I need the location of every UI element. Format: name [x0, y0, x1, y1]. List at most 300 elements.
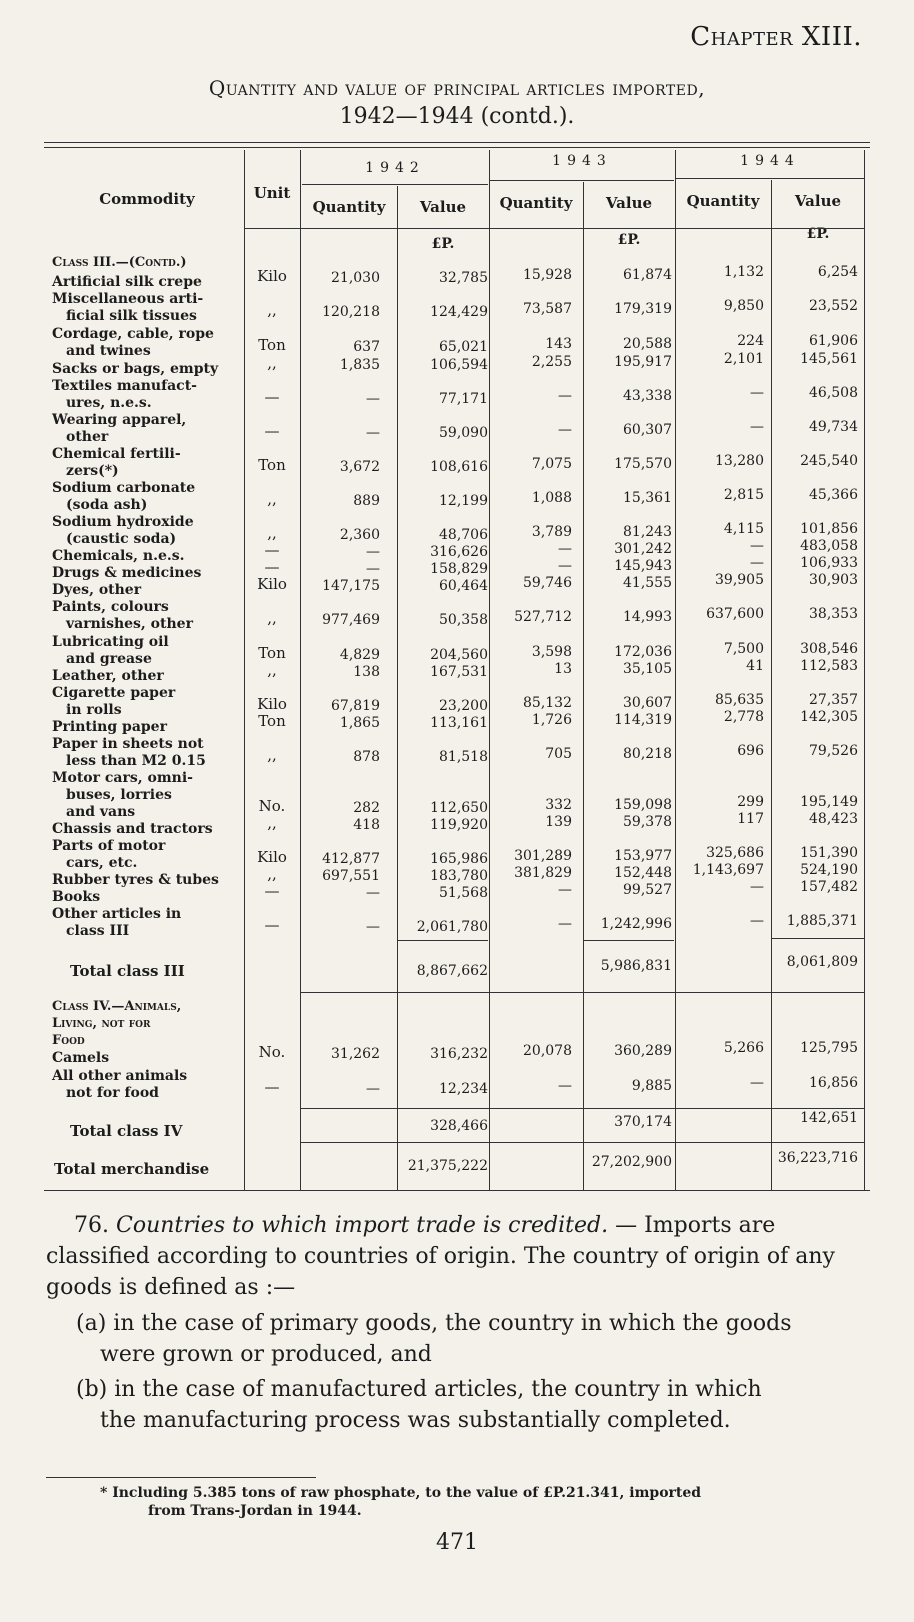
value-1942: 12,199 — [439, 493, 488, 509]
table-top-rule-2 — [44, 147, 870, 148]
paragraph-76 — [46, 1210, 872, 1303]
value-1942: 316,626 — [430, 544, 488, 560]
commodity-name-line: not for food — [66, 1085, 159, 1101]
unit-currency-1943: £P. — [617, 232, 641, 248]
quantity-1942: 147,175 — [322, 578, 380, 594]
quantity-1942: 138 — [353, 664, 380, 680]
quantity-1943: 1,726 — [531, 712, 572, 728]
value-1943: 153,977 — [614, 848, 672, 864]
unit-cell: ,, — [267, 354, 277, 372]
quantity-1944: 2,815 — [723, 487, 764, 503]
quantity-1943: 381,829 — [514, 865, 572, 881]
commodity-name — [52, 565, 244, 582]
header-value-1942: Value — [419, 198, 467, 216]
commodity-name-line: Cigarette paper — [52, 685, 176, 701]
unit-cell: Ton — [258, 456, 286, 474]
unit-cell: — — [264, 916, 280, 934]
commodity-name-line: Books — [52, 889, 101, 905]
commodity-name-line: other — [66, 429, 109, 445]
col-line-3 — [397, 186, 398, 1190]
quantity-1943: 705 — [545, 746, 572, 762]
commodity-name-line: ficial silk tissues — [66, 308, 197, 324]
quantity-1942: 21,030 — [331, 270, 380, 286]
quantity-1944: 13,280 — [715, 453, 764, 469]
commodity-name-line: Sacks or bags, empty — [52, 361, 219, 377]
unit-cell: ,, — [267, 746, 277, 764]
total-merchandise-1944: 36,223,716 — [777, 1150, 858, 1166]
commodity-name — [52, 821, 244, 838]
commodity-name — [52, 361, 244, 378]
unit-currency-1944: £P. — [806, 226, 830, 242]
value-1942: 167,531 — [430, 664, 488, 680]
value-1943: 301,242 — [614, 541, 672, 557]
value-1942: 60,464 — [439, 578, 488, 594]
header-rule-1942 — [302, 184, 488, 185]
commodity-name — [52, 719, 244, 736]
list-item-b-text-2: the manufacturing process was substantially completed. — [100, 1408, 731, 1433]
quantity-1944: — — [750, 913, 764, 929]
value-1944: 1,885,371 — [786, 913, 858, 929]
quantity-1943: 73,587 — [523, 301, 572, 317]
quantity-1943: 1,088 — [531, 490, 572, 506]
value-1943: 114,319 — [614, 712, 672, 728]
value-1943: 360,289 — [614, 1043, 672, 1059]
value-1944: 49,734 — [809, 419, 858, 435]
quantity-1944: 2,101 — [723, 351, 764, 367]
value-1942: 65,021 — [439, 339, 488, 355]
unit-cell: — — [264, 882, 280, 900]
footnote-line2: from Trans-Jordan in 1944. — [148, 1503, 362, 1519]
quantity-1943: 85,132 — [523, 695, 572, 711]
list-item-a-text-2: were grown or produced, and — [100, 1342, 432, 1367]
quantity-1942: 67,819 — [331, 698, 380, 714]
list-item-b-label: (b) — [76, 1377, 108, 1402]
quantity-1943: — — [558, 1078, 572, 1094]
value-1942: 204,560 — [430, 647, 488, 663]
commodity-name-line: and twines — [66, 343, 151, 359]
value-1943: 195,917 — [614, 354, 672, 370]
value-1944: 27,357 — [809, 692, 858, 708]
col-line-5 — [583, 182, 584, 1190]
total3-bottom-rule — [300, 992, 864, 993]
value-1944: 106,933 — [800, 555, 858, 571]
quantity-1944: 9,850 — [723, 298, 764, 314]
value-1944: 524,190 — [800, 862, 858, 878]
quantity-1942: 31,262 — [331, 1046, 380, 1062]
total-class-iii-1944: 8,061,809 — [786, 954, 858, 970]
value-1942: 51,568 — [439, 885, 488, 901]
unit-cell: ,, — [267, 814, 277, 832]
quantity-1944: 5,266 — [723, 1040, 764, 1056]
quantity-1942: — — [366, 561, 380, 577]
value-1943: 80,218 — [623, 746, 672, 762]
quantity-1943: 3,598 — [531, 644, 572, 660]
unit-cell: — — [264, 1078, 280, 1096]
value-1943: 15,361 — [623, 490, 672, 506]
value-1944: 45,366 — [809, 487, 858, 503]
quantity-1942: 1,865 — [339, 715, 380, 731]
commodity-name — [52, 872, 244, 889]
commodity-name-line: buses, lorries — [66, 787, 172, 803]
commodity-name — [52, 736, 244, 770]
value-1942: 112,650 — [430, 800, 488, 816]
commodity-name-line: Sodium hydroxide — [52, 514, 194, 530]
value-1944: 112,583 — [800, 658, 858, 674]
commodity-name-line: All other animals — [52, 1068, 188, 1084]
value-1943: 59,378 — [623, 814, 672, 830]
quantity-1944: 299 — [737, 794, 764, 810]
quantity-1942: — — [366, 544, 380, 560]
page-number: 471 — [436, 1530, 478, 1555]
value-1942: 124,429 — [430, 304, 488, 320]
quantity-1944: 4,115 — [723, 521, 764, 537]
commodity-name-line: and grease — [66, 651, 152, 667]
commodity-name — [52, 446, 244, 480]
unit-cell: ,, — [267, 490, 277, 508]
total-class-iv-1942: 328,466 — [430, 1118, 488, 1134]
value-1943: 99,527 — [623, 882, 672, 898]
quantity-1944: 1,143,697 — [692, 862, 764, 878]
quantity-1942: — — [366, 391, 380, 407]
value-1944: 16,856 — [809, 1075, 858, 1091]
header-rule-1943 — [490, 180, 674, 181]
quantity-1944: 85,635 — [715, 692, 764, 708]
table-bottom-rule — [44, 1190, 870, 1191]
value-1943: 159,098 — [614, 797, 672, 813]
commodity-name — [52, 378, 244, 412]
quantity-1944: — — [750, 1075, 764, 1091]
value-1944: 308,546 — [800, 641, 858, 657]
commodity-name-line: class III — [66, 923, 130, 939]
commodity-name-line: Chemical fertili- — [52, 446, 181, 462]
header-quantity-1944: Quantity — [686, 192, 760, 210]
commodity-name-line: Leather, other — [52, 668, 164, 684]
quantity-1942: 977,469 — [322, 612, 380, 628]
unit-cell: Ton — [258, 644, 286, 662]
quantity-1944: 696 — [737, 743, 764, 759]
value-1944: 151,390 — [800, 845, 858, 861]
commodity-name — [52, 274, 244, 291]
commodity-name-line: Artificial silk crepe — [52, 274, 202, 290]
commodity-name — [52, 1068, 244, 1102]
quantity-1944: 39,905 — [715, 572, 764, 588]
list-item-a-label: (a) — [76, 1311, 107, 1336]
header-value-1944: Value — [794, 192, 842, 210]
value-1944: 157,482 — [800, 879, 858, 895]
value-1942: 316,232 — [430, 1046, 488, 1062]
para-heading: Countries to which import trade is credited. — [116, 1213, 609, 1238]
value-1944: 79,526 — [809, 743, 858, 759]
value-1942: 77,171 — [439, 391, 488, 407]
value-1943: 152,448 — [614, 865, 672, 881]
quantity-1943: 20,078 — [523, 1043, 572, 1059]
unit-cell: ,, — [267, 609, 277, 627]
value-1943: 175,570 — [614, 456, 672, 472]
col-line-1 — [244, 150, 245, 1190]
value-1944: 61,906 — [809, 333, 858, 349]
value-1943: 20,588 — [623, 336, 672, 352]
commodity-name-line: zers(*) — [66, 463, 119, 479]
unit-cell: — — [264, 558, 280, 576]
unit-cell: — — [264, 541, 280, 559]
commodity-name-line: varnishes, other — [66, 616, 193, 632]
table-title-line1: Quantity and value of principal articles imported, — [208, 76, 706, 100]
value-1942: 50,358 — [439, 612, 488, 628]
quantity-1943: 143 — [545, 336, 572, 352]
unit-cell: — — [264, 422, 280, 440]
header-year-1943: 1943 — [552, 153, 612, 169]
section-class-iii: Class III.—(Contd.) — [52, 255, 187, 270]
quantity-1943: 7,075 — [531, 456, 572, 472]
quantity-1943: — — [558, 422, 572, 438]
value-1942: 2,061,780 — [416, 919, 488, 935]
quantity-1943: — — [558, 558, 572, 574]
commodity-name — [52, 906, 244, 940]
commodity-name-line: (caustic soda) — [66, 531, 177, 547]
unit-cell: Kilo — [257, 848, 287, 866]
commodity-name-line: less than M2 0.15 — [66, 753, 206, 769]
quantity-1944: — — [750, 555, 764, 571]
commodity-name-line: Motor cars, omni- — [52, 770, 193, 786]
quantity-1943: 13 — [554, 661, 572, 677]
footnote-rule — [46, 1477, 316, 1478]
quantity-1943: 15,928 — [523, 267, 572, 283]
unit-cell: — — [264, 388, 280, 406]
unit-cell: ,, — [267, 661, 277, 679]
value-1942: 106,594 — [430, 357, 488, 373]
header-year-1944: 1944 — [740, 153, 800, 169]
quantity-1944: — — [750, 385, 764, 401]
commodity-name — [52, 548, 244, 565]
total-class-iii-1943: 5,986,831 — [600, 958, 672, 974]
commodity-name — [52, 685, 244, 719]
commodity-name-line: Cordage, cable, rope — [52, 326, 214, 342]
total-merchandise-1942: 21,375,222 — [407, 1158, 488, 1174]
unit-cell: Kilo — [257, 575, 287, 593]
value-1944: 125,795 — [800, 1040, 858, 1056]
value-1944: 23,552 — [809, 298, 858, 314]
value-1944: 483,058 — [800, 538, 858, 554]
commodity-name-line: Drugs & medicines — [52, 565, 202, 581]
value-1944: 142,305 — [800, 709, 858, 725]
list-item-a-text: in the case of primary goods, the country in which the goods — [113, 1311, 792, 1336]
header-year-1942: 1942 — [365, 160, 425, 176]
commodity-name — [52, 838, 244, 872]
unit-currency-1942: £P. — [431, 236, 455, 252]
value-1944: 145,561 — [800, 351, 858, 367]
unit-cell: No. — [258, 797, 286, 815]
commodity-name-line: Other articles in — [52, 906, 182, 922]
table-title-line2: 1942—1944 (contd.). — [339, 104, 575, 129]
value-1942: 81,518 — [439, 749, 488, 765]
quantity-1942: 418 — [353, 817, 380, 833]
header-commodity: Commodity — [99, 190, 195, 208]
col-line-7 — [771, 180, 772, 1190]
quantity-1944: 224 — [737, 333, 764, 349]
section-class-iv-line1: Class IV.—Animals, — [52, 999, 182, 1014]
commodity-name — [52, 634, 244, 668]
commodity-name — [52, 770, 244, 821]
value-1943: 9,885 — [631, 1078, 672, 1094]
quantity-1942: — — [366, 1081, 380, 1097]
commodity-name-line: Parts of motor — [52, 838, 166, 854]
commodity-name — [52, 412, 244, 446]
quantity-1944: 7,500 — [723, 641, 764, 657]
value-1943: 145,943 — [614, 558, 672, 574]
total-class-iv-1944: 142,651 — [800, 1110, 858, 1126]
quantity-1944: 325,686 — [706, 845, 764, 861]
total-merchandise-label: Total merchandise — [54, 1160, 210, 1178]
commodity-name-line: Chemicals, n.e.s. — [52, 548, 185, 564]
footnote — [100, 1484, 880, 1520]
quantity-1942: 4,829 — [339, 647, 380, 663]
value-1944: 245,540 — [800, 453, 858, 469]
value-1942: 183,780 — [430, 868, 488, 884]
section-class-iv-line2: Living, not for — [52, 1016, 151, 1031]
total4-top-rule — [300, 1108, 864, 1109]
value-1942: 23,200 — [439, 698, 488, 714]
value-1943: 60,307 — [623, 422, 672, 438]
value-1942: 108,616 — [430, 459, 488, 475]
commodity-name-line: cars, etc. — [66, 855, 138, 871]
list-item-a — [76, 1308, 876, 1370]
value-1942: 113,161 — [430, 715, 488, 731]
value-1943: 81,243 — [623, 524, 672, 540]
header-rule-1944 — [676, 178, 864, 179]
commodity-name-line: Dyes, other — [52, 582, 142, 598]
value-1942: 59,090 — [439, 425, 488, 441]
unit-cell: ,, — [267, 865, 277, 883]
commodity-name-line: and vans — [66, 804, 136, 820]
quantity-1943: — — [558, 541, 572, 557]
col-line-8 — [864, 150, 865, 1190]
para-number: 76. — [74, 1213, 109, 1238]
commodity-name-line: Rubber tyres & tubes — [52, 872, 219, 888]
total3-rule-1942 — [398, 940, 488, 941]
quantity-1942: 1,835 — [339, 357, 380, 373]
commodity-name-line: Camels — [52, 1050, 110, 1066]
commodity-name-line: Printing paper — [52, 719, 167, 735]
section-class-iv — [52, 998, 181, 1049]
unit-cell: Ton — [258, 712, 286, 730]
value-1943: 179,319 — [614, 301, 672, 317]
quantity-1942: 3,672 — [339, 459, 380, 475]
value-1942: 165,986 — [430, 851, 488, 867]
value-1943: 1,242,996 — [600, 916, 672, 932]
value-1943: 41,555 — [623, 575, 672, 591]
value-1944: 101,856 — [800, 521, 858, 537]
value-1944: 6,254 — [817, 264, 858, 280]
quantity-1943: 332 — [545, 797, 572, 813]
quantity-1942: — — [366, 885, 380, 901]
header-quantity-1943: Quantity — [499, 194, 573, 212]
total-class-iii-1942: 8,867,662 — [416, 963, 488, 979]
quantity-1944: — — [750, 538, 764, 554]
chapter-heading: Chapter XIII. — [690, 22, 862, 52]
section-class-iv-line3: Food — [52, 1033, 85, 1048]
value-1943: 35,105 — [623, 661, 672, 677]
value-1944: 38,353 — [809, 606, 858, 622]
total-class-iv-1943: 370,174 — [614, 1114, 672, 1130]
quantity-1942: — — [366, 425, 380, 441]
para-body: — Imports are classified according to countries of origin. The country of origin of any goods is defined as :— — [46, 1213, 835, 1300]
value-1942: 48,706 — [439, 527, 488, 543]
value-1943: 14,993 — [623, 609, 672, 625]
col-line-4 — [489, 150, 490, 1190]
value-1942: 12,234 — [439, 1081, 488, 1097]
quantity-1943: 301,289 — [514, 848, 572, 864]
commodity-name — [52, 326, 244, 360]
commodity-name-line: Chassis and tractors — [52, 821, 213, 837]
header-value-1943: Value — [605, 194, 653, 212]
commodity-name-line: in rolls — [66, 702, 122, 718]
commodity-name-line: Miscellaneous arti- — [52, 291, 204, 307]
commodity-name-line: ures, n.e.s. — [66, 395, 152, 411]
total-class-iii-label: Total class III — [70, 962, 185, 980]
unit-cell: Kilo — [257, 267, 287, 285]
list-item-b-text: in the case of manufactured articles, the country in which — [114, 1377, 762, 1402]
commodity-name — [52, 1050, 244, 1067]
quantity-1944: 637,600 — [706, 606, 764, 622]
value-1944: 48,423 — [809, 811, 858, 827]
total3-rule-1943 — [584, 940, 674, 941]
unit-cell: No. — [258, 1043, 286, 1061]
commodity-name — [52, 889, 244, 906]
value-1942: 32,785 — [439, 270, 488, 286]
value-1944: 46,508 — [809, 385, 858, 401]
list-item-b — [76, 1374, 876, 1436]
total-class-iv-label: Total class IV — [70, 1122, 183, 1140]
quantity-1942: 697,551 — [322, 868, 380, 884]
header-unit: Unit — [253, 184, 291, 202]
quantity-1943: — — [558, 882, 572, 898]
commodity-name-line: Wearing apparel, — [52, 412, 187, 428]
commodity-name-line: (soda ash) — [66, 497, 148, 513]
unit-cell: Ton — [258, 336, 286, 354]
value-1944: 30,903 — [809, 572, 858, 588]
quantity-1942: 2,360 — [339, 527, 380, 543]
total4-bottom-rule — [300, 1142, 864, 1143]
quantity-1943: — — [558, 388, 572, 404]
quantity-1943: 139 — [545, 814, 572, 830]
value-1942: 158,829 — [430, 561, 488, 577]
commodity-name-line: Paints, colours — [52, 599, 169, 615]
value-1944: 195,149 — [800, 794, 858, 810]
quantity-1942: — — [366, 919, 380, 935]
quantity-1942: 282 — [353, 800, 380, 816]
quantity-1944: 117 — [737, 811, 764, 827]
commodity-name — [52, 599, 244, 633]
quantity-1943: 527,712 — [514, 609, 572, 625]
quantity-1943: 3,789 — [531, 524, 572, 540]
quantity-1942: 120,218 — [322, 304, 380, 320]
quantity-1944: 2,778 — [723, 709, 764, 725]
commodity-name — [52, 480, 244, 514]
quantity-1944: 1,132 — [723, 264, 764, 280]
table-top-rule — [44, 142, 870, 143]
commodity-name — [52, 582, 244, 599]
commodity-name-line: Paper in sheets not — [52, 736, 204, 752]
quantity-1944: 41 — [746, 658, 764, 674]
commodity-name — [52, 514, 244, 548]
commodity-name-line: Textiles manufact- — [52, 378, 197, 394]
quantity-1942: 889 — [353, 493, 380, 509]
value-1943: 43,338 — [623, 388, 672, 404]
commodity-name — [52, 668, 244, 685]
quantity-1943: — — [558, 916, 572, 932]
unit-cell: ,, — [267, 301, 277, 319]
unit-cell: ,, — [267, 524, 277, 542]
